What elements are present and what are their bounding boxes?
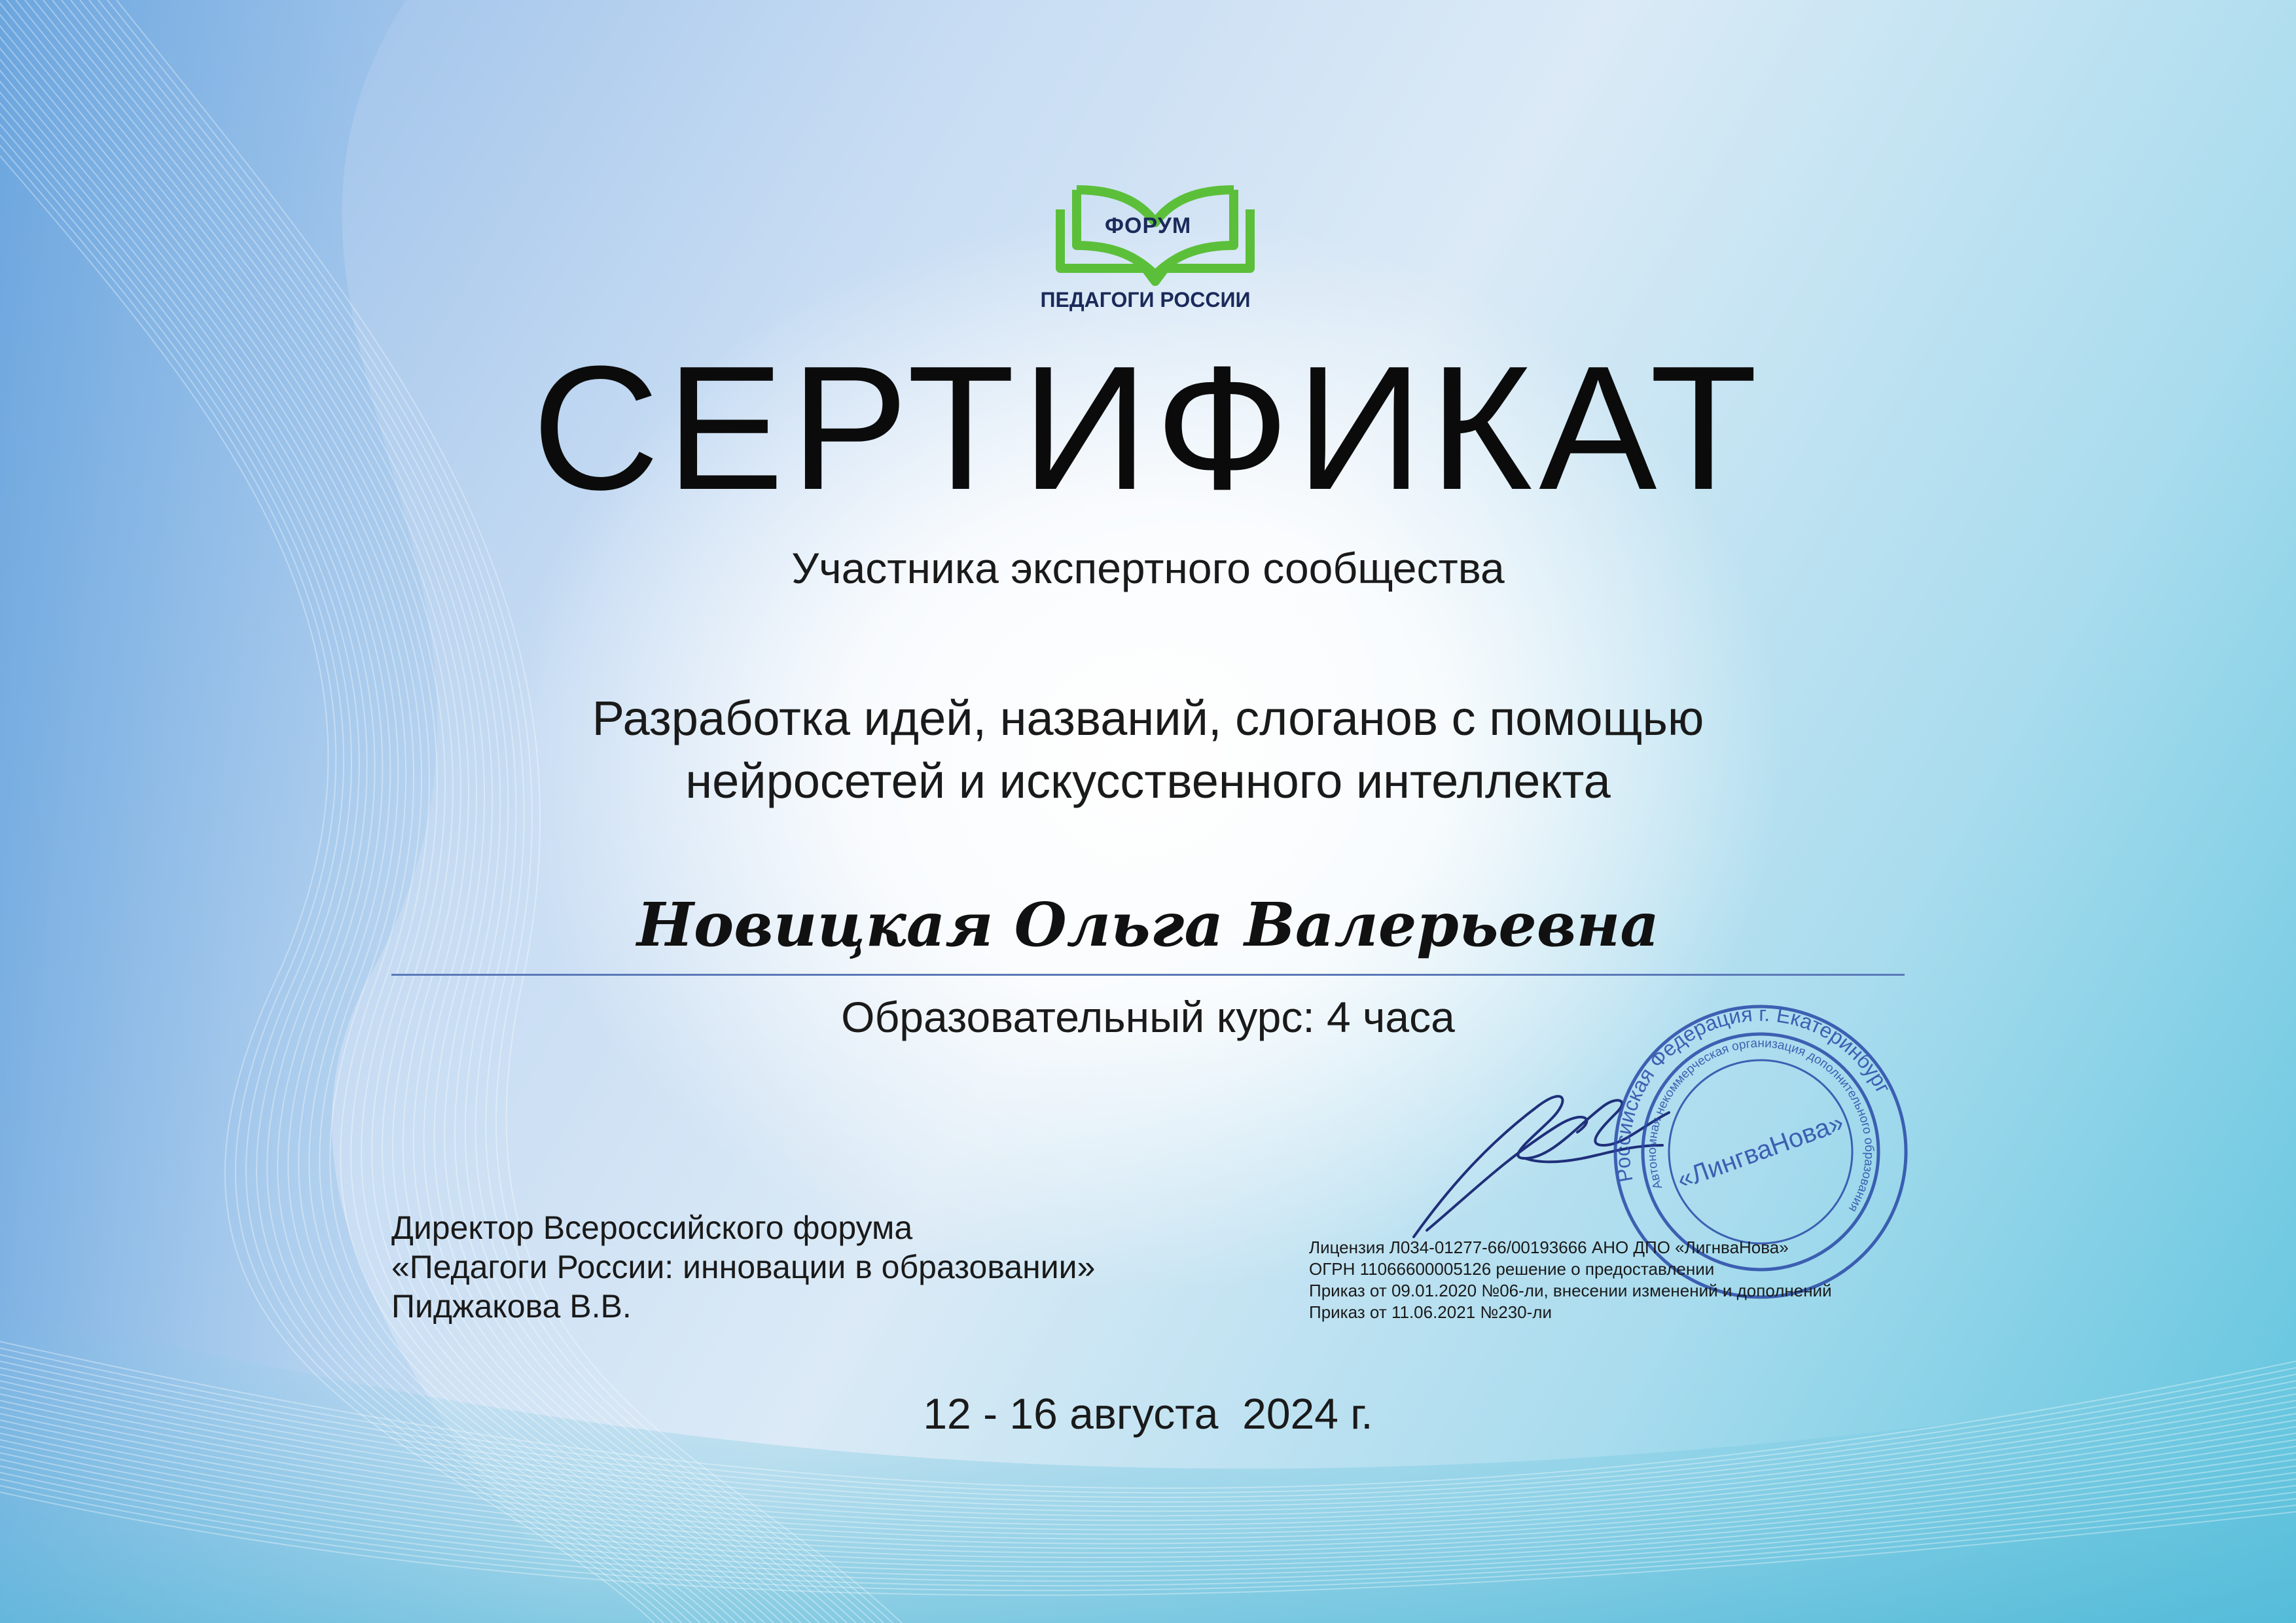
course-title-line-2: нейросетей и искусственного интеллекта [685, 754, 1611, 808]
director-line-1: Директор Всероссийского форума [391, 1209, 913, 1246]
course-title [0, 687, 2296, 813]
recipient-name: Новицкая Ольга Валерьевна [636, 889, 1660, 960]
license-block [1309, 1237, 1931, 1323]
certificate-subtitle: Участника экспертного сообщества [791, 544, 1505, 592]
stamp-center-text: «ЛингваНова» [1673, 1107, 1848, 1195]
license-line-1: Лицензия Л034-01277-66/00193666 АНО ДПО «ЛигнваНова» [1309, 1238, 1789, 1257]
course-title-line-1: Разработка идей, названий, слоганов с помощью [592, 691, 1704, 745]
director-block [391, 1208, 1242, 1326]
license-line-2: ОГРН 11066600005126 решение о предоставлении [1309, 1259, 1715, 1279]
license-line-4: Приказ от 11.06.2021 №230-ли [1309, 1302, 1552, 1322]
certificate-date: 12 - 16 августа 2024 г. [923, 1389, 1373, 1438]
logo-bottom-text: ПЕДАГОГИ РОССИИ [1040, 288, 1251, 312]
license-line-3: Приказ от 09.01.2020 №06-ли, внесении изменений и дополнений [1309, 1281, 1832, 1300]
stamp-outer-text: Российская Федерация г. Екатеринбург [1610, 1001, 1895, 1185]
name-underline [391, 974, 1905, 976]
stamp-inner-text: Автономная некоммерческая организация дополнительного образования [1645, 1036, 1876, 1215]
logo-top-text: ФОРУМ [1105, 213, 1192, 238]
director-line-3: Пиджакова В.В. [391, 1288, 632, 1325]
certificate-title: СЕРТИФИКАТ [531, 330, 1765, 527]
director-line-2: «Педагоги России: инновации в образовании» [391, 1249, 1096, 1285]
course-hours: Образовательный курс: 4 часа [841, 993, 1455, 1041]
